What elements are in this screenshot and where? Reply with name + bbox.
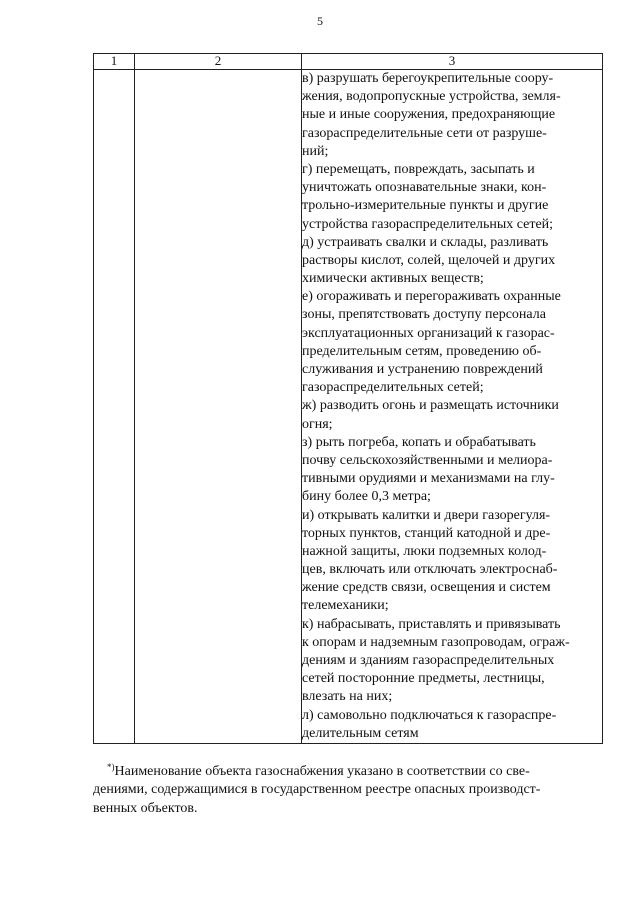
list-item-line: служивания и устранению повреждений bbox=[302, 362, 543, 377]
list-item-line: телемеханики; bbox=[302, 598, 389, 614]
list-item-line: з) рыть погреба, копать и обрабатывать bbox=[302, 434, 536, 450]
list-item-line: сетей посторонние предметы, лестницы, bbox=[302, 671, 545, 687]
list-item-line: е) огораживать и перегораживать охранные bbox=[302, 289, 561, 305]
footnote-text-1: Наименование объекта газоснабжения указано в соответствии со све- bbox=[114, 764, 530, 779]
list-item-line: растворы кислот, солей, щелочей и других bbox=[302, 252, 556, 268]
list-item-line: дениям и зданиям газораспределительных bbox=[302, 653, 555, 668]
list-item-line: газораспределительных сетей; bbox=[302, 380, 484, 396]
prohibitions-list bbox=[302, 70, 602, 743]
list-item-line: делительным сетям bbox=[302, 725, 419, 741]
footnote-line-2: дениями, содержащимися в государственном реестре опасных производст- bbox=[93, 782, 541, 798]
page-number: 5 bbox=[317, 14, 323, 28]
list-item-line: эксплуатационных организаций к газорас- bbox=[302, 325, 555, 341]
list-item-line: л) самовольно подключаться к газораспре- bbox=[302, 707, 557, 723]
table-cell-col-1 bbox=[94, 70, 135, 744]
table-header-col-1: 1 bbox=[94, 54, 135, 70]
list-item-line: нажной защиты, люки подземных колод- bbox=[302, 543, 547, 559]
table-cell-col-3 bbox=[302, 70, 603, 744]
list-item-line: торных пунктов, станций катодной и дре- bbox=[302, 525, 551, 541]
table-cell-col-2 bbox=[135, 70, 302, 744]
table-header-row bbox=[94, 54, 603, 70]
document-table bbox=[93, 53, 603, 744]
footnote-line-1 bbox=[107, 758, 599, 781]
list-item-line: бину более 0,3 метра; bbox=[302, 489, 431, 505]
list-item-line: ж) разводить огонь и размещать источники bbox=[302, 398, 559, 414]
list-item-line: к) набрасывать, приставлять и привязывать bbox=[302, 616, 561, 632]
list-item-line: химически активных веществ; bbox=[302, 271, 484, 287]
table-row bbox=[94, 70, 603, 744]
list-item-line: к опорам и надземным газопроводам, ограж- bbox=[302, 634, 570, 650]
list-item-line: ний; bbox=[302, 143, 329, 159]
list-item-line: уничтожать опознавательные знаки, кон- bbox=[302, 180, 547, 196]
list-item-line: влезать на них; bbox=[302, 689, 393, 705]
table-header-col-2: 2 bbox=[135, 54, 302, 70]
list-item-line: г) перемещать, повреждать, засыпать и bbox=[302, 161, 535, 177]
list-item-line: огня; bbox=[302, 416, 333, 432]
list-item-line: тивными орудиями и механизмами на глу- bbox=[302, 471, 555, 487]
list-item-line: зоны, препятствовать доступу персонала bbox=[302, 307, 546, 323]
list-item-line: ные и иные сооружения, предохраняющие bbox=[302, 107, 556, 123]
list-item-line: пределительным сетям, проведению об- bbox=[302, 343, 542, 359]
list-item-line: и) открывать калитки и двери газорегуля- bbox=[302, 507, 551, 523]
list-item-line: устройства газораспределительных сетей; bbox=[302, 216, 554, 232]
footnote bbox=[93, 758, 599, 818]
table-header-col-3: 3 bbox=[302, 54, 603, 70]
list-item-line: почву сельскохозяйственными и мелиора- bbox=[302, 452, 553, 468]
list-item-line: цев, включать или отключать электроснаб- bbox=[302, 562, 558, 578]
list-item-line: в) разрушать берегоукрепительные соору- bbox=[302, 71, 554, 86]
footnote-marker: *) bbox=[107, 762, 115, 772]
list-item-line: жения, водопропускные устройства, земля- bbox=[302, 89, 561, 105]
list-item-line: трольно-измерительные пункты и другие bbox=[302, 198, 549, 214]
list-item-line: газораспределительные сети от разруше- bbox=[302, 125, 547, 141]
list-item-line: жение средств связи, освещения и систем bbox=[302, 580, 551, 596]
footnote-line-3: венных объектов. bbox=[93, 800, 198, 816]
list-item-line: д) устраивать свалки и склады, разливать bbox=[302, 234, 549, 250]
